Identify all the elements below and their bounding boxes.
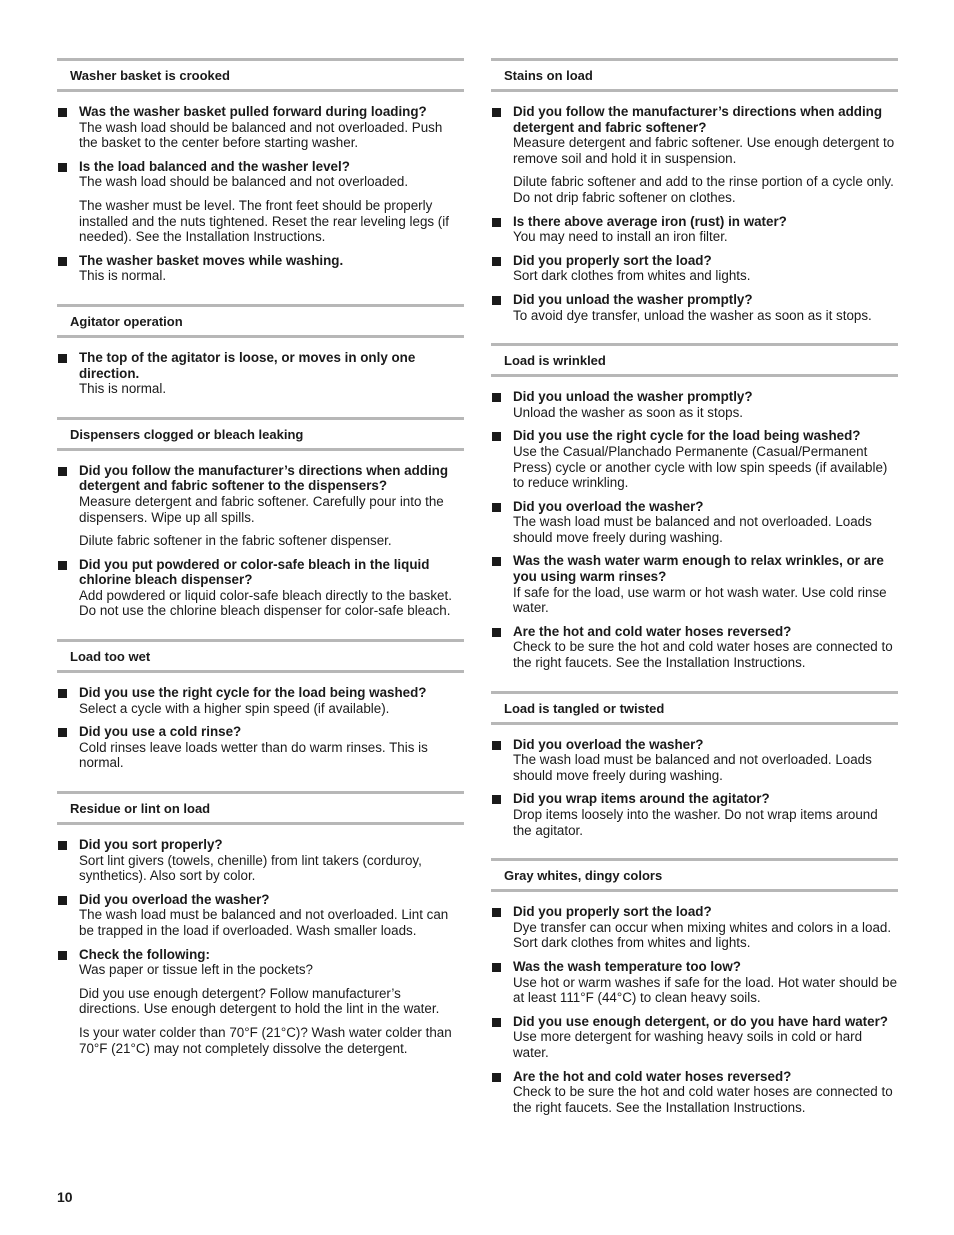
troubleshooting-item bbox=[57, 104, 464, 151]
section-heading: Gray whites, dingy colors bbox=[491, 858, 898, 892]
question-text: Did you unload the washer promptly? bbox=[513, 291, 753, 307]
section-heading: Agitator operation bbox=[57, 304, 464, 338]
page-number: 10 bbox=[57, 1189, 73, 1205]
square-bullet-icon bbox=[492, 741, 501, 750]
answer-text: Use hot or warm washes if safe for the load. Hot water should be at least 111°F (44°C) to clean heavy soils. bbox=[513, 974, 898, 1006]
square-bullet-icon bbox=[492, 1018, 501, 1027]
square-bullet-icon bbox=[58, 951, 67, 960]
question-text: Are the hot and cold water hoses reversed? bbox=[513, 623, 792, 639]
troubleshooting-item bbox=[57, 837, 464, 884]
question-text: The top of the agitator is loose, or moves in only one direction. bbox=[79, 349, 416, 381]
question-text: Is there above average iron (rust) in water? bbox=[513, 213, 787, 229]
troubleshooting-section bbox=[491, 858, 898, 1135]
square-bullet-icon bbox=[58, 467, 67, 476]
answer-text: Cold rinses leave loads wetter than do warm rinses. This is normal. bbox=[79, 739, 428, 771]
square-bullet-icon bbox=[58, 896, 67, 905]
question-text: Did you use enough detergent, or do you have hard water? bbox=[513, 1013, 888, 1029]
troubleshooting-item bbox=[57, 159, 464, 245]
answer-text: This is normal. bbox=[79, 381, 167, 397]
troubleshooting-item bbox=[491, 1069, 898, 1116]
question-text: Are the hot and cold water hoses reversed? bbox=[513, 1068, 792, 1084]
square-bullet-icon bbox=[492, 628, 501, 637]
square-bullet-icon bbox=[58, 257, 67, 266]
square-bullet-icon bbox=[492, 795, 501, 804]
troubleshooting-item bbox=[491, 292, 898, 323]
question-text: Did you follow the manufacturer’s directions when adding detergent and fabric softener to the dispensers? bbox=[79, 462, 449, 494]
troubleshooting-section bbox=[57, 304, 464, 417]
question-text: Check the following: bbox=[79, 946, 210, 962]
question-text: Did you use the right cycle for the load being washed? bbox=[79, 685, 427, 701]
section-heading: Residue or lint on load bbox=[57, 791, 464, 825]
question-text: Was the wash temperature too low? bbox=[513, 958, 741, 974]
troubleshooting-section bbox=[57, 639, 464, 791]
question-text: Is the load balanced and the washer level? bbox=[79, 158, 350, 174]
troubleshooting-section bbox=[491, 691, 898, 859]
answer-text: The wash load should be balanced and not overloaded. bbox=[79, 174, 409, 190]
troubleshooting-item bbox=[491, 389, 898, 420]
square-bullet-icon bbox=[492, 557, 501, 566]
troubleshooting-item bbox=[57, 557, 464, 619]
troubleshooting-item bbox=[57, 892, 464, 939]
troubleshooting-item bbox=[491, 428, 898, 490]
answer-text: Was paper or tissue left in the pockets? bbox=[79, 962, 313, 978]
answer-text: Sort lint givers (towels, chenille) from lint takers (corduroy, synthetics). Also sort by color. bbox=[79, 852, 422, 884]
question-text: Did you use the right cycle for the load being washed? bbox=[513, 428, 861, 444]
answer-text: Sort dark clothes from whites and lights. bbox=[513, 268, 751, 284]
square-bullet-icon bbox=[492, 257, 501, 266]
square-bullet-icon bbox=[492, 296, 501, 305]
question-text: Did you sort properly? bbox=[79, 837, 223, 853]
answer-text: You may need to install an iron filter. bbox=[513, 229, 728, 245]
question-text: Did you overload the washer? bbox=[513, 736, 704, 752]
question-text: Did you wrap items around the agitator? bbox=[513, 791, 770, 807]
square-bullet-icon bbox=[58, 689, 67, 698]
answer-text: The wash load should be balanced and not overloaded. Push the basket to the center before starting washer. bbox=[79, 119, 443, 151]
answer-text: Dye transfer can occur when mixing whites and colors in a load. Sort dark clothes from whites and lights. bbox=[513, 919, 892, 951]
troubleshooting-item bbox=[491, 624, 898, 671]
answer-text: If safe for the load, use warm or hot wash water. Use cold rinse water. bbox=[513, 584, 887, 616]
troubleshooting-section bbox=[57, 417, 464, 639]
square-bullet-icon bbox=[58, 841, 67, 850]
square-bullet-icon bbox=[492, 503, 501, 512]
square-bullet-icon bbox=[492, 1073, 501, 1082]
troubleshooting-item bbox=[491, 791, 898, 838]
answer-text: To avoid dye transfer, unload the washer as soon as it stops. bbox=[513, 307, 872, 323]
troubleshooting-item bbox=[491, 553, 898, 615]
answer-paragraph: Dilute fabric softener and add to the rinse portion of a cycle only. Do not drip fabric softener on clothes. bbox=[513, 174, 894, 205]
question-text: Was the wash water warm enough to relax wrinkles, or are you using warm rinses? bbox=[513, 553, 884, 585]
square-bullet-icon bbox=[58, 728, 67, 737]
section-heading: Load is wrinkled bbox=[491, 343, 898, 377]
answer-text: Drop items loosely into the washer. Do not wrap items around the agitator. bbox=[513, 807, 878, 838]
section-heading: Load is tangled or twisted bbox=[491, 691, 898, 725]
troubleshooting-section bbox=[57, 58, 464, 304]
troubleshooting-item bbox=[57, 253, 464, 284]
question-text: Did you properly sort the load? bbox=[513, 252, 712, 268]
troubleshooting-item bbox=[491, 214, 898, 245]
question-text: Did you put powdered or color-safe bleach in the liquid chlorine bleach dispenser? bbox=[79, 556, 430, 588]
troubleshooting-item bbox=[57, 947, 464, 1057]
answer-text: Use the Casual/Planchado Permanente (Casual/Permanent Press) cycle or another cycle with low spin speeds (if available) to reduce wrinkling. bbox=[513, 443, 888, 491]
answer-text: The wash load must be balanced and not overloaded. Loads should move freely during washing. bbox=[513, 752, 872, 783]
answer-paragraph: The washer must be level. The front feet should be properly installed and the nuts tightened. Reset the rear leveling legs (if needed). See the Installation Instructions. bbox=[79, 197, 449, 245]
answer-text: This is normal. bbox=[79, 268, 167, 284]
troubleshooting-item bbox=[57, 685, 464, 716]
troubleshooting-item bbox=[57, 463, 464, 549]
question-text: Did you use a cold rinse? bbox=[79, 724, 242, 740]
square-bullet-icon bbox=[492, 108, 501, 117]
answer-text: The wash load must be balanced and not overloaded. Loads should move freely during washing. bbox=[513, 514, 872, 545]
square-bullet-icon bbox=[58, 163, 67, 172]
right-column bbox=[491, 58, 898, 1135]
answer-text: Unload the washer as soon as it stops. bbox=[513, 404, 744, 420]
answer-text: Select a cycle with a higher spin speed (if available). bbox=[79, 700, 390, 716]
answer-paragraph: Is your water colder than 70°F (21°C)? Wash water colder than 70°F (21°C) may not completely dissolve the detergent. bbox=[79, 1024, 452, 1056]
answer-paragraph: Did you use enough detergent? Follow manufacturer’s directions. Use enough detergent to hold the lint in the water. bbox=[79, 985, 440, 1017]
question-text: Was the washer basket pulled forward during loading? bbox=[79, 104, 427, 119]
troubleshooting-section bbox=[491, 343, 898, 691]
troubleshooting-item bbox=[491, 253, 898, 284]
square-bullet-icon bbox=[492, 393, 501, 402]
square-bullet-icon bbox=[58, 561, 67, 570]
question-text: Did you properly sort the load? bbox=[513, 904, 712, 920]
section-heading: Load too wet bbox=[57, 639, 464, 673]
troubleshooting-item bbox=[491, 1014, 898, 1061]
answer-text: Measure detergent and fabric softener. Use enough detergent to remove soil and hold it in suspension. bbox=[513, 135, 895, 166]
square-bullet-icon bbox=[58, 108, 67, 117]
answer-text: Use more detergent for washing heavy soils in cold or hard water. bbox=[513, 1029, 863, 1060]
square-bullet-icon bbox=[492, 908, 501, 917]
answer-text: Check to be sure the hot and cold water hoses are connected to the right faucets. See the Installation Instructions. bbox=[513, 639, 893, 671]
square-bullet-icon bbox=[492, 218, 501, 227]
troubleshooting-item bbox=[491, 904, 898, 951]
question-text: Did you unload the washer promptly? bbox=[513, 389, 753, 405]
section-heading: Stains on load bbox=[491, 58, 898, 92]
section-heading: Washer basket is crooked bbox=[57, 58, 464, 92]
question-text: Did you overload the washer? bbox=[513, 498, 704, 514]
troubleshooting-item bbox=[491, 499, 898, 546]
troubleshooting-item bbox=[57, 724, 464, 771]
answer-text: Check to be sure the hot and cold water hoses are connected to the right faucets. See the Installation Instructions. bbox=[513, 1084, 893, 1115]
troubleshooting-item bbox=[491, 959, 898, 1006]
question-text: Did you follow the manufacturer’s directions when adding detergent and fabric softener? bbox=[513, 104, 883, 135]
answer-text: Measure detergent and fabric softener. Carefully pour into the dispensers. Wipe up all spills. bbox=[79, 493, 444, 525]
troubleshooting-item bbox=[491, 104, 898, 206]
answer-paragraph: Dilute fabric softener in the fabric softener dispenser. bbox=[79, 533, 392, 549]
troubleshooting-section bbox=[57, 791, 464, 1076]
answer-text: Add powdered or liquid color-safe bleach directly to the basket. Do not use the chlorine bleach dispenser for color-safe bleach. bbox=[79, 587, 452, 619]
left-column bbox=[57, 58, 464, 1076]
troubleshooting-item bbox=[491, 737, 898, 784]
section-heading: Dispensers clogged or bleach leaking bbox=[57, 417, 464, 451]
square-bullet-icon bbox=[58, 354, 67, 363]
question-text: Did you overload the washer? bbox=[79, 891, 270, 907]
troubleshooting-item bbox=[57, 350, 464, 397]
square-bullet-icon bbox=[492, 432, 501, 441]
troubleshooting-section bbox=[491, 58, 898, 343]
question-text: The washer basket moves while washing. bbox=[79, 252, 344, 268]
answer-text: The wash load must be balanced and not overloaded. Lint can be trapped in the load if overloaded. Wash smaller loads. bbox=[79, 907, 449, 938]
square-bullet-icon bbox=[492, 963, 501, 972]
